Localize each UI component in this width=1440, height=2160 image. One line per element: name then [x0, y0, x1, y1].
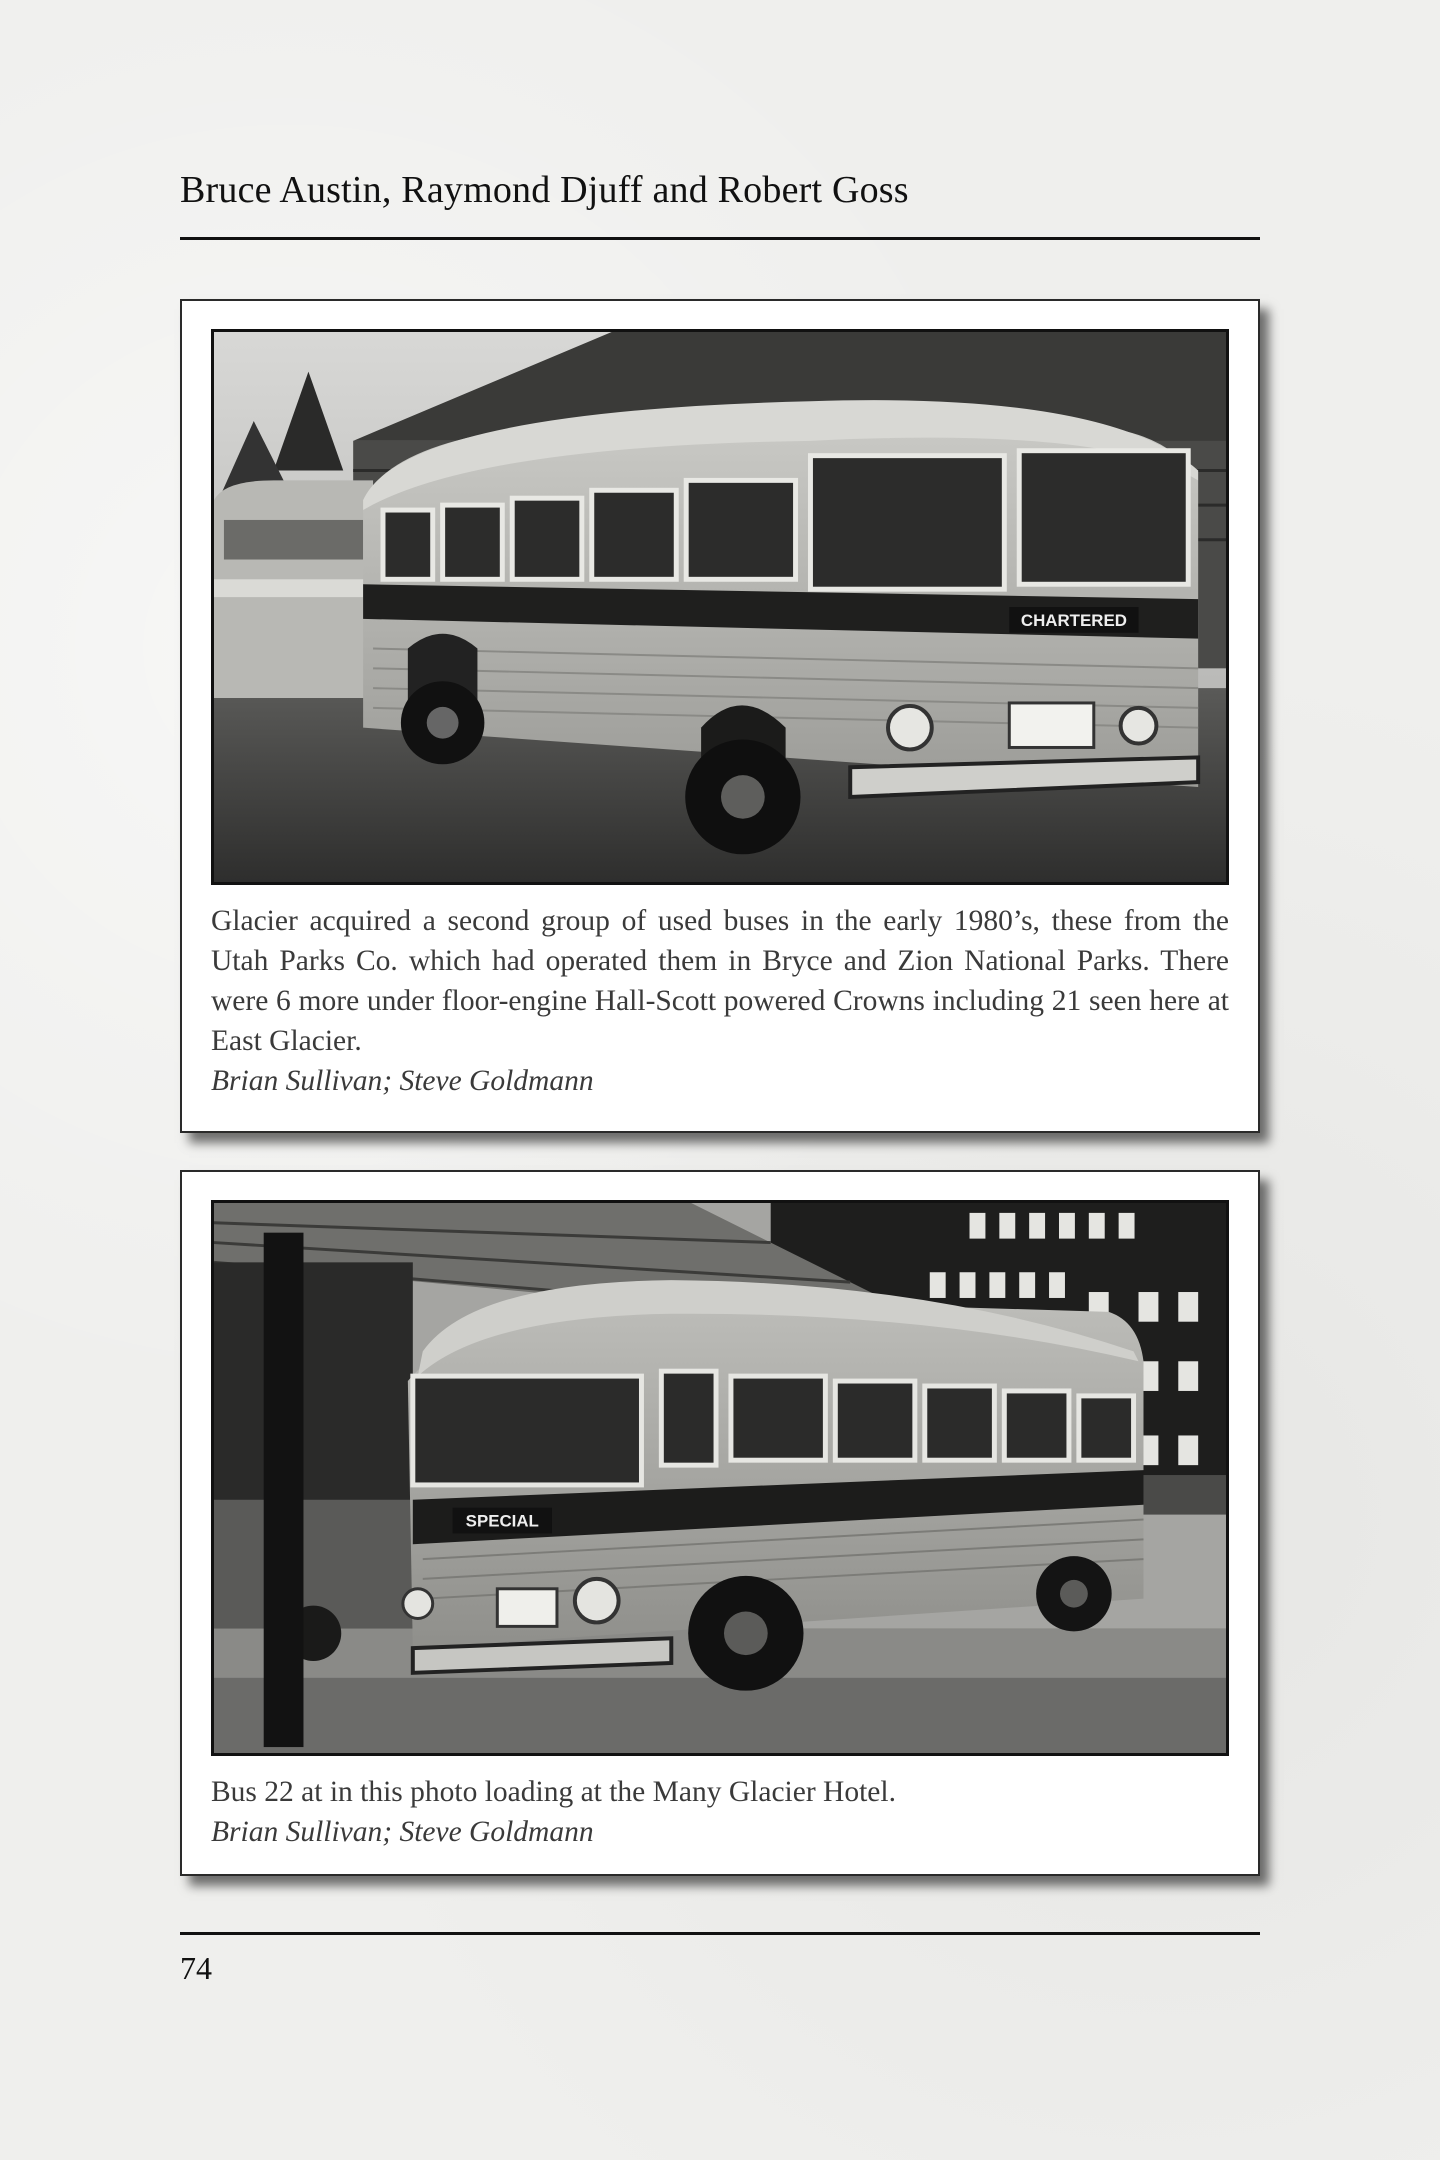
photo-bus-many-glacier-hotel — [211, 1200, 1229, 1756]
footer-rule — [180, 1932, 1260, 1935]
header-rule — [180, 237, 1260, 240]
destination-sign-text: CHARTERED — [1020, 610, 1127, 630]
page-number: 74 — [180, 1950, 212, 1986]
destination-sign-text: SPECIAL — [465, 1511, 539, 1531]
photo-credit: Brian Sullivan; Steve Goldmann — [211, 1816, 594, 1848]
bus-photo-2-image — [214, 1203, 1226, 1753]
figure-caption-1 — [211, 901, 1229, 1101]
figure-caption-2 — [211, 1772, 1229, 1852]
running-head: Bruce Austin, Raymond Djuff and Robert Goss — [180, 169, 909, 211]
caption-text: Glacier acquired a second group of used buses in the early 1980’s, these from the Utah Parks Co. which had operated them in Bryce and Zion National Parks. There were 6 more under floor-engine Hall-Scott powered Crowns including 21 seen here at East Glacier. — [211, 905, 1229, 1057]
photo-bus-east-glacier — [211, 329, 1229, 885]
photo-credit: Brian Sullivan; Steve Goldmann — [211, 1065, 594, 1097]
bus-photo-1-image — [214, 332, 1226, 882]
caption-text: Bus 22 at in this photo loading at the Many Glacier Hotel. — [211, 1776, 896, 1808]
figure-card-2 — [180, 1170, 1260, 1876]
figure-card-1 — [180, 299, 1260, 1133]
